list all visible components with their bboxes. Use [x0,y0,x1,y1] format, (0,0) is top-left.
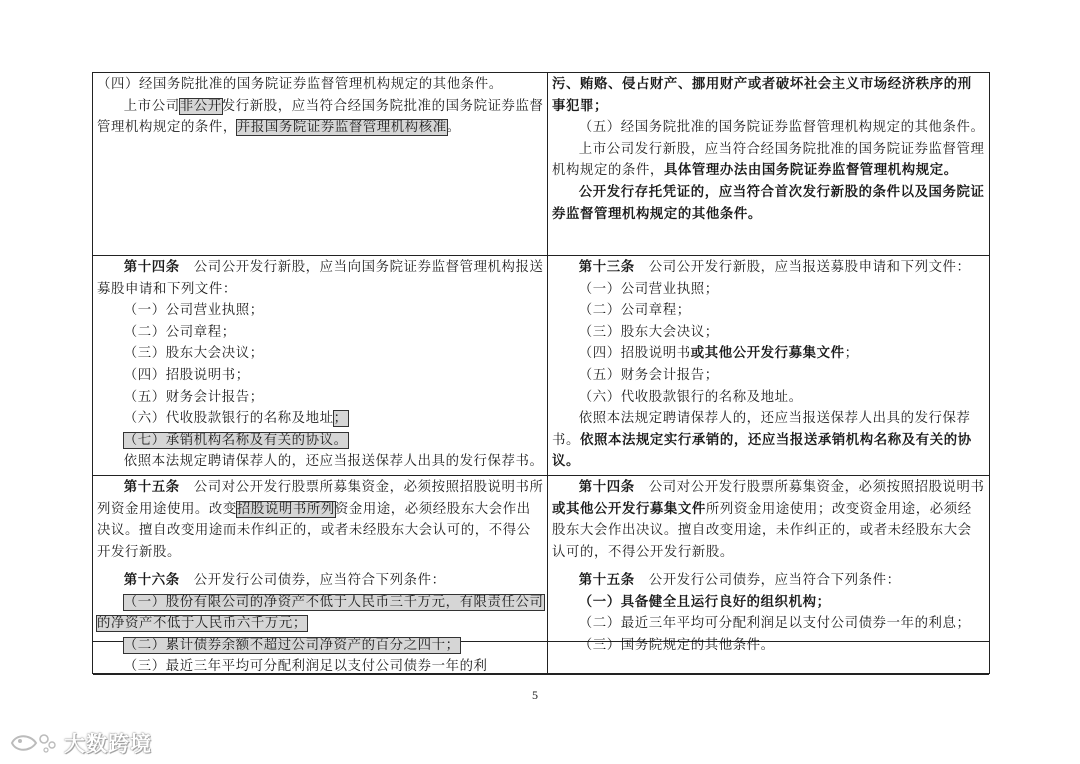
new-text-cell [548,256,988,475]
table-row [93,256,989,476]
list-item: （五）财务会计报告； [578,367,719,383]
article-text: 第十四条 公司公开发行新股，应当向国务院证券监督管理机构报送募股申请和下列文件： [97,259,544,297]
clause-text: （四）经国务院批准的国务院证券监督管理机构规定的其他条件。 [97,77,503,92]
table-row [93,73,989,256]
added-text: 或其他公开发行募集文件 [690,345,845,362]
page-number: 5 [532,688,538,702]
added-text: 或其他公开发行募集文件 [552,500,706,517]
list-item: （六）代收股款银行的名称及地址； [123,411,348,427]
old-text-cell [93,569,548,673]
list-item: （三）最近三年平均可分配利润足以支付公司债券一年的利 [123,659,488,673]
article-number: 第十五条 [578,572,635,588]
list-item: （三）国务院规定的其他条件。 [578,637,775,653]
list-item: （一）公司营业执照； [123,303,264,319]
list-item: （四）招股说明书或其他公开发行募集文件； [578,345,859,362]
added-text: 污、贿赂、侵占财产、挪用财产或者破坏社会主义市场经济秩序的刑事犯罪； [552,76,972,114]
watermark [6,728,152,758]
clause-text: 依照本法规定聘请保荐人的，还应当报送保荐人出具的发行保荐书。依照本法规定实行承销的，还应当报送承销机构名称及有关的协议。 [552,411,972,470]
list-item: （四）招股说明书； [123,367,250,383]
list-item: （三）股东大会决议； [578,324,719,340]
table-row [92,567,990,674]
old-text-cell [93,73,548,255]
article-number: 第十四条 [123,259,180,275]
deleted-text-highlight: （七）承销机构名称及有关的协议。 [123,432,348,448]
list-item [97,635,544,657]
list-item: （六）代收股款银行的名称及地址。 [578,389,803,405]
list-item: （二）最近三年平均可分配利润足以支付公司债券一年的利息； [578,616,971,632]
watermark-text: 大数跨境 [64,732,152,756]
article-text: 第十六条 公开发行公司债券，应当符合下列条件： [123,572,446,588]
list-item: （五）财务会计报告； [123,389,264,405]
fish-logo-icon [6,730,58,756]
article-text: 第十三条 公司公开发行新股，应当报送募股申请和下列文件： [578,259,971,275]
deleted-text-highlight: 非公开 [179,98,222,114]
new-text-cell [548,569,988,673]
deleted-text-highlight: 招股说明书所列 [236,501,335,517]
added-text: 具体管理办法由国务院证券监督管理机构规定。 [663,162,958,179]
clause-text: 上市公司非公开发行新股，应当符合经国务院批准的国务院证券监督管理机构规定的条件，并报国务院证券监督管理机构核准。 [97,98,544,136]
article-number: 第十三条 [578,259,635,275]
article-number: 第十四条 [578,479,635,495]
deleted-text-highlight: （一）股份有限公司的净资产不低于人民币三千万元，有限责任公司的净资产不低于人民币六千万元； [97,594,544,632]
clause-text: （五）经国务院批准的国务院证券监督管理机构规定的其他条件。 [578,120,985,136]
deleted-text-highlight: 并报国务院证券监督管理机构核准 [236,120,447,136]
list-item [97,430,544,452]
article-number: 第十六条 [123,572,180,588]
article-number: 第十五条 [123,479,180,495]
list-item: （三）股东大会决议； [123,346,264,362]
deleted-text-highlight: （二）累计债券余额不超过公司净资产的百分之四十； [123,637,460,653]
article-text: 第十五条 公开发行公司债券，应当符合下列条件： [578,572,901,588]
added-text: 公开发行存托凭证的，应当符合首次发行新股的条件以及国务院证券监督管理机构规定的其他条件。 [552,183,985,222]
old-text-cell [93,256,548,475]
clause-text: 上市公司发行新股，应当符合经国务院批准的国务院证券监督管理机构规定的条件，具体管理办法由国务院证券监督管理机构规定。 [552,141,985,179]
clause-text: 依照本法规定聘请保荐人的，还应当报送保荐人出具的发行保荐书。 [123,454,544,470]
new-text-cell [548,73,988,255]
deleted-text-highlight: ； [333,411,348,427]
article-text: 第十五条 公司对公开发行股票所募集资金，必须按照招股说明书所列资金用途使用。改变招股说明书所列资金用途，必须经股东大会作出决议。擅自改变用途而未作纠正的，或者未经股东大会认可的，不得公开发行新股。 [97,479,544,560]
list-item: （二）公司章程； [123,324,236,340]
list-item [97,592,544,635]
added-text: （一）具备健全且运行良好的组织机构； [578,593,831,610]
list-item: （一）公司营业执照； [578,281,719,297]
article-text: 第十四条 公司对公开发行股票所募集资金，必须按照招股说明书或其他公开发行募集文件所列资金用途使用；改变资金用途，必须经股东大会作出决议。擅自改变用途，未作纠正的，或者未经股东大会认可的，不得公开发行新股。 [552,479,985,560]
list-item: （二）公司章程； [578,303,691,319]
added-text: 依照本法规定实行承销的，还应当报送承销机构名称及有关的协议。 [552,431,972,470]
